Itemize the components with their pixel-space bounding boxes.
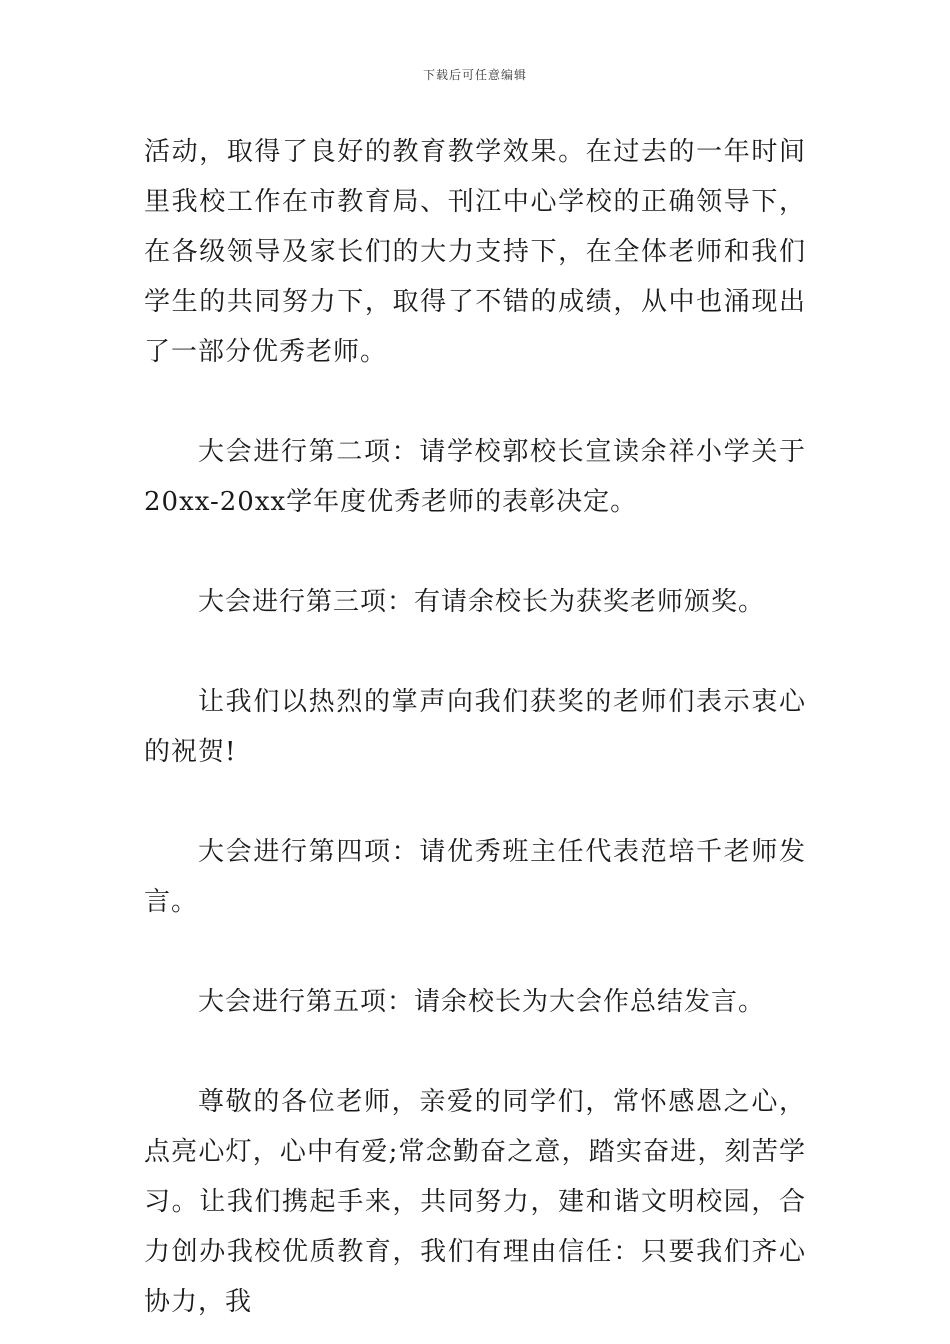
paragraph-7: 尊敬的各位老师，亲爱的同学们，常怀感恩之心，点亮心灯，心中有爱;常念勤奋之意，踏实奋进，刻苦学习。让我们携起手来，共同努力，建和谐文明校园，合力创办我校优质教育，我们有理由信任：只要我们齐心协力，我 (144, 1087, 806, 1317)
paragraph-3: 大会进行第三项：有请余校长为获奖老师颁奖。 (198, 587, 766, 617)
paragraph-6: 大会进行第五项：请余校长为大会作总结发言。 (198, 987, 766, 1017)
paragraph-5: 大会进行第四项：请优秀班主任代表范培千老师发言。 (144, 837, 806, 917)
page-header-note: 下载后可任意编辑 (422, 68, 527, 82)
paragraph-1: 活动，取得了良好的教育教学效果。在过去的一年时间里我校工作在市教育局、刊江中心学校的正确领导下，在各级领导及家长们的大力支持下，在全体老师和我们学生的共同努力下，取得了不错的成绩，从中也涌现出了一部分优秀老师。 (144, 137, 806, 367)
paragraph-2: 大会进行第二项：请学校郭校长宣读余祥小学关于20xx-20xx学年度优秀老师的表彰决定。 (144, 437, 806, 517)
paragraph-4: 让我们以热烈的掌声向我们获奖的老师们表示衷心的祝贺! (144, 687, 806, 767)
document-body (144, 127, 806, 1327)
